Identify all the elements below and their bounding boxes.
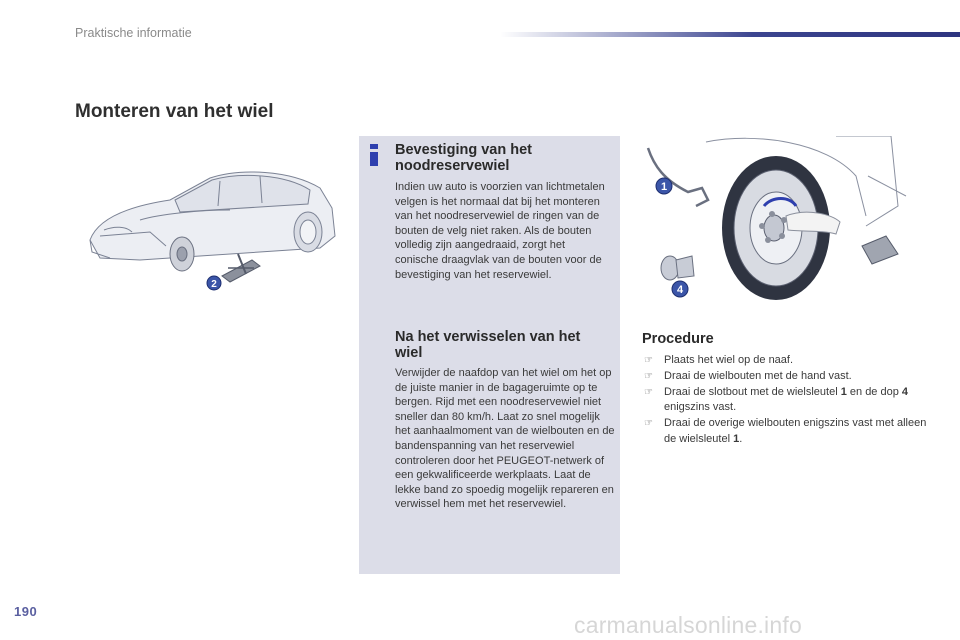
callout-4-label: 4 — [676, 284, 684, 296]
procedure-step — [642, 416, 927, 448]
callout-2-label: 2 — [211, 279, 217, 290]
callout-1-label: 1 — [660, 181, 668, 193]
procedure-step-text: Draai de slotbout met de wielsleutel — [664, 385, 841, 398]
procedure-step-text: en de dop — [846, 385, 902, 398]
wheel-wrench — [648, 148, 708, 206]
reference-number: 1 — [840, 385, 847, 398]
procedure-step-text: Draai de overige wielbouten enigszins vast met alleen de wielsleutel — [664, 417, 927, 445]
info-text-after-change: Verwijder de naafdop van het wiel om het op de juiste manier in de bagageruimte op te bergen. Rijd met een noodreservewiel niet sneller dan 80 km/h. Laat zo snel mogelijk het aanhaalmoment van de wielbouten en de bandenspanning van het reservewiel controleren door het PEUGEOT-netwerk of een gekwalificeerde werkplaats. Laat de lekke band zo spoedig mogelijk repareren en verwissel hem met het reservewiel. — [395, 367, 615, 511]
brake-disc — [170, 237, 194, 271]
pointing-finger-icon: ☞ — [644, 370, 653, 382]
jack-stand — [862, 236, 898, 264]
callout-1 — [656, 178, 672, 194]
procedure-step-text: enigszins vast. — [664, 401, 737, 414]
info-heading-after-change: Na het verwisselen van het wiel — [395, 329, 581, 361]
reference-number: 4 — [901, 385, 909, 398]
callout-4 — [672, 281, 688, 297]
procedure-step-text: Plaats het wiel op de naaf. — [664, 354, 794, 366]
wheel-mounting-illustration — [636, 136, 908, 308]
pointing-finger-icon: ☞ — [644, 386, 653, 398]
pointing-finger-icon: ☞ — [644, 355, 653, 366]
pointing-finger-icon: ☞ — [644, 418, 653, 430]
callout-2 — [207, 276, 221, 290]
procedure-step-text: . — [739, 432, 743, 445]
jack — [222, 254, 260, 282]
car-jacking-illustration — [70, 148, 350, 298]
procedure-step — [642, 369, 927, 385]
procedure-list — [642, 353, 927, 448]
page-title: Monteren van het wiel — [75, 101, 274, 122]
section-header: Praktische informatie — [75, 26, 192, 40]
info-text-spare-wheel: Indien uw auto is voorzien van lichtmetalen velgen is het normaal dat bij het monteren van het noodreservewiel de ringen van de bouten de velg niet raken. Als de bouten volledig zijn aangedraaid, zorgt het conische draagvlak van de bouten voor de bevestiging van het reservewiel. — [395, 181, 605, 281]
procedure-heading: Procedure — [642, 331, 714, 347]
procedure-step-text: Draai de wielbouten met de hand vast. — [664, 369, 852, 382]
procedure-step — [642, 353, 927, 369]
header-accent-bar — [500, 32, 960, 37]
bolt-cap — [661, 256, 694, 280]
reference-number: 1 — [733, 432, 740, 445]
procedure-step — [642, 385, 927, 417]
info-heading-spare-wheel: Bevestiging van het noodreservewiel — [395, 142, 532, 174]
page-number: 190 — [14, 604, 38, 619]
watermark: carmanualsonline.info — [574, 612, 802, 638]
info-icon — [367, 144, 381, 166]
hand — [786, 212, 840, 234]
